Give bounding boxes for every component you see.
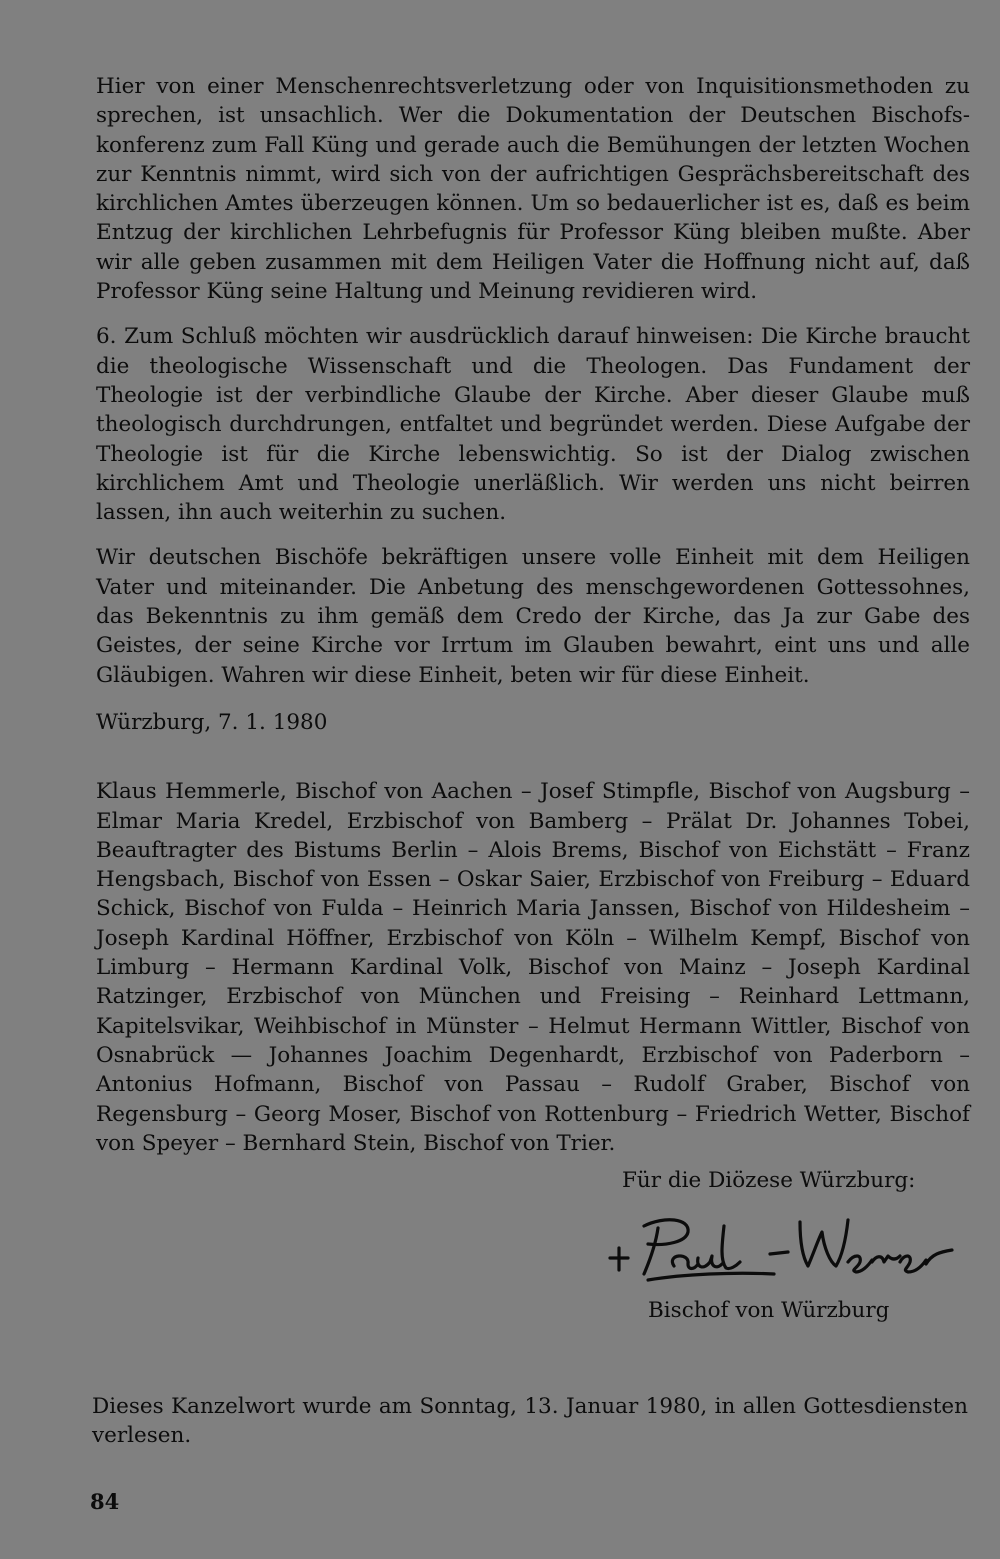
paragraph-theology: 6. Zum Schluß möchten wir ausdrücklich darauf hinweisen: Die Kirche braucht die theologische Wissenschaft und die Theologen. Das Fundament der Theologie ist der verbindliche Glaube der Kirche. Aber dieser Glaube muß theologisch durchdrungen, entfaltet und begründet werden. Diese Aufgabe der Theologie ist für die Kirche lebenswichtig. So ist der Dialog zwischen kirchlichem Amt und Theologie unerläßlich. Wir werden uns nicht beirren lassen, ihn auch weiterhin zu suchen. xyxy=(96,324,970,526)
handwritten-signature xyxy=(604,1208,960,1290)
paragraph-inquisition: Hier von einer Menschenrechtsverletzung oder von Inquisitionsmethoden zu sprechen, ist unsachlich. Wer die Dokumentation der Deutschen Bischofskonferenz zum Fall Küng und gerade auch die Bemühungen der letzten Wochen zur Kenntnis nimmt, wird sich von der aufrichtigen Gesprächsbereitschaft des kirchlichen Amtes überzeugen können. Um so bedauerlicher ist es, daß es beim Entzug der kirchlichen Lehrbefugnis für Professor Küng bleiben mußte. Aber wir alle geben zusammen mit dem Heiligen Vater die Hoffnung nicht auf, daß Professor Küng seine Haltung und Meinung revidieren wird. xyxy=(96,74,970,305)
date-line: Würzburg, 7. 1. 1980 xyxy=(96,709,328,735)
body-text xyxy=(96,72,970,1158)
signatories-list: Klaus Hemmerle, Bischof von Aachen – Josef Stimpfle, Bischof von Augsburg – Elmar Maria Kredel, Erzbischof von Bamberg – Prälat Dr. Johannes Tobei, Beauftragter des Bistums Berlin – Alois Brems, Bischof von Eichstätt – Franz Hengsbach, Bischof von Essen – Oskar Saier, Erzbischof von Freiburg – Eduard Schick, Bischof von Fulda – Heinrich Maria Janssen, Bischof von Hildesheim – Joseph Kardinal Höffner, Erzbischof von Köln – Wilhelm Kempf, Bischof von Limburg – Hermann Kardinal Volk, Bischof von Mainz – Joseph Kardinal Ratzinger, Erzbischof von München und Freising – Reinhard Lettmann, Kapitelsvikar, Weihbischof in Münster – Helmut Hermann Wittler, Bischof von Osnabrück — Johannes Joachim Degenhardt, Erzbischof von Paderborn – Antonius Hofmann, Bischof von Passau – Rudolf Graber, Bischof von Regensburg – Georg Moser, Bischof von Rottenburg – Friedrich Wetter, Bischof von Speyer – Bernhard Stein, Bischof von Trier. xyxy=(96,779,970,1156)
footnote: Dieses Kanzelwort wurde am Sonntag, 13. Januar 1980, in allen Gottesdiensten verlesen. xyxy=(92,1394,968,1449)
paragraph-unity: Wir deutschen Bischöfe bekräftigen unsere volle Einheit mit dem Heiligen Vater und miteinander. Die Anbetung des menschgewordenen Gottessohnes, das Bekenntnis zu ihm gemäß dem Credo der Kirche, das Ja zur Gabe des Geistes, der seine Kirche vor Irrtum im Glauben bewahrt, eint uns und alle Gläubigen. Wahren wir diese Einheit, beten wir für diese Einheit. xyxy=(96,545,970,688)
bishop-title: Bischof von Würzburg xyxy=(648,1298,890,1323)
for-diocese-label: Für die Diözese Würzburg: xyxy=(622,1168,916,1193)
page-number: 84 xyxy=(90,1489,120,1514)
